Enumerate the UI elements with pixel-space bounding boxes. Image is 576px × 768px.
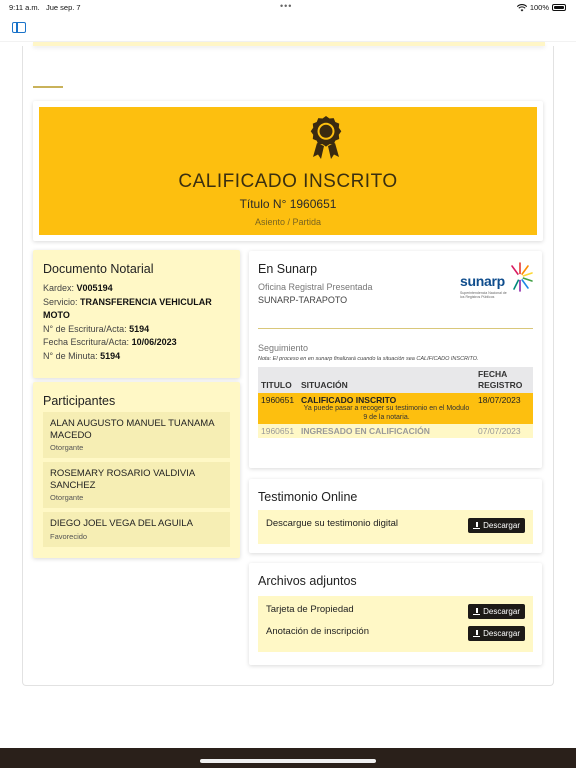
status-bar	[0, 0, 576, 14]
archivos-box	[258, 596, 533, 652]
sunarp-card	[249, 251, 542, 468]
testimonio-box	[258, 510, 533, 544]
download-icon	[473, 608, 480, 615]
download-icon	[473, 522, 480, 529]
office-value: SUNARP-TARAPOTO	[258, 295, 348, 305]
seguimiento-table	[258, 367, 533, 438]
list-item	[43, 462, 230, 508]
file-row	[266, 516, 525, 538]
bottom-bar	[0, 748, 576, 768]
documento-notarial-card	[33, 250, 240, 378]
situacion-detail: Ya puede pasar a recoger su testimonio en el Modulo 9 de la notaria.	[303, 405, 470, 421]
download-testimonio-button[interactable]: Descargar	[468, 518, 525, 533]
row-fecha: 07/07/2023	[475, 424, 533, 438]
col-fecha: FECHA REGISTRO	[475, 367, 533, 393]
wifi-icon	[517, 4, 527, 12]
testimonio-card	[249, 479, 542, 553]
participant-name: DIEGO JOEL VEGA DEL AGUILA	[50, 518, 193, 529]
seguimiento-label: Seguimiento	[258, 343, 309, 353]
kardex-line: Kardex: V005194	[43, 283, 113, 293]
minuta-line: N° de Minuta: 5194	[43, 350, 121, 361]
status-time: 9:11 a.m. Jue sep. 7	[9, 3, 81, 12]
documento-title: Documento Notarial	[43, 262, 154, 276]
participantes-title: Participantes	[43, 394, 116, 408]
status-title: CALIFICADO INSCRITO	[178, 171, 398, 192]
escritura-line: N° de Escritura/Acta: 5194	[43, 323, 150, 334]
award-seal-icon	[308, 115, 344, 161]
asiento-partida: Asiento / Partida	[254, 217, 322, 227]
participant-role: Favorecido	[50, 531, 88, 541]
list-item	[43, 412, 230, 458]
download-tarjeta-button[interactable]: Descargar	[468, 604, 525, 619]
testimonio-title: Testimonio Online	[258, 490, 358, 504]
col-situacion: SITUACIÓN	[298, 367, 475, 393]
row-situacion	[298, 393, 475, 424]
participant-name: ALAN AUGUSTO MANUEL TUANAMA MACEDO	[50, 418, 215, 441]
participantes-card	[33, 382, 240, 558]
sunarp-title: En Sunarp	[258, 262, 318, 276]
sunarp-tagline: Superintendencia Nacional de los Registros Públicos	[460, 291, 507, 299]
office-label: Oficina Registral Presentada	[258, 282, 373, 292]
top-bar	[0, 14, 576, 42]
home-indicator[interactable]	[200, 759, 376, 763]
status-right	[517, 3, 566, 12]
seguimiento-note: Nota: El proceso en en sunarp finalizará cuando la situación sea CALIFICADO INSCRITO.	[258, 356, 479, 362]
status-card	[33, 101, 543, 241]
file-label: Anotación de inscripción	[266, 626, 369, 637]
file-label: Tarjeta de Propiedad	[266, 604, 354, 615]
col-titulo: TITULO	[258, 367, 298, 393]
sunarp-wordmark: sunarp	[460, 273, 505, 289]
list-item	[43, 512, 230, 547]
battery-percent: 100%	[529, 3, 549, 12]
testimonio-label: Descargue su testimonio digital	[266, 518, 399, 529]
titulo-number: Título N° 1960651	[239, 197, 337, 211]
archivos-title: Archivos adjuntos	[258, 574, 357, 588]
situacion-title: INGRESADO EN CALIFICACIÓN	[301, 426, 430, 436]
download-icon	[473, 630, 480, 637]
sidebar-toggle-icon[interactable]	[12, 22, 26, 33]
situacion-title: CALIFICADO INSCRITO	[301, 395, 397, 405]
file-row	[266, 624, 525, 646]
archivos-card	[249, 563, 542, 665]
row-situacion	[298, 424, 475, 438]
fecha-escritura-line: Fecha Escritura/Acta: 10/06/2023	[43, 337, 177, 347]
sunarp-logo	[458, 259, 534, 301]
divider	[258, 328, 533, 329]
table-row	[258, 393, 533, 424]
accent-line	[33, 86, 63, 88]
file-row	[266, 602, 525, 624]
servicio-line: Servicio: TRANSFERENCIA VEHICULAR MOTO	[43, 296, 212, 320]
row-titulo: 1960651	[258, 393, 298, 424]
status-banner	[39, 107, 537, 235]
participant-role: Otorgante	[50, 493, 84, 502]
row-fecha: 18/07/2023	[475, 393, 533, 424]
participant-role: Otorgante	[50, 443, 84, 452]
download-anotacion-button[interactable]: Descargar	[468, 626, 525, 641]
multitask-dots[interactable]: •••	[280, 1, 293, 11]
participant-name: ROSEMARY ROSARIO VALDIVIA SANCHEZ	[50, 468, 195, 491]
table-header	[258, 367, 533, 393]
battery-icon	[552, 4, 566, 11]
table-row	[258, 424, 533, 438]
row-titulo: 1960651	[258, 424, 298, 438]
